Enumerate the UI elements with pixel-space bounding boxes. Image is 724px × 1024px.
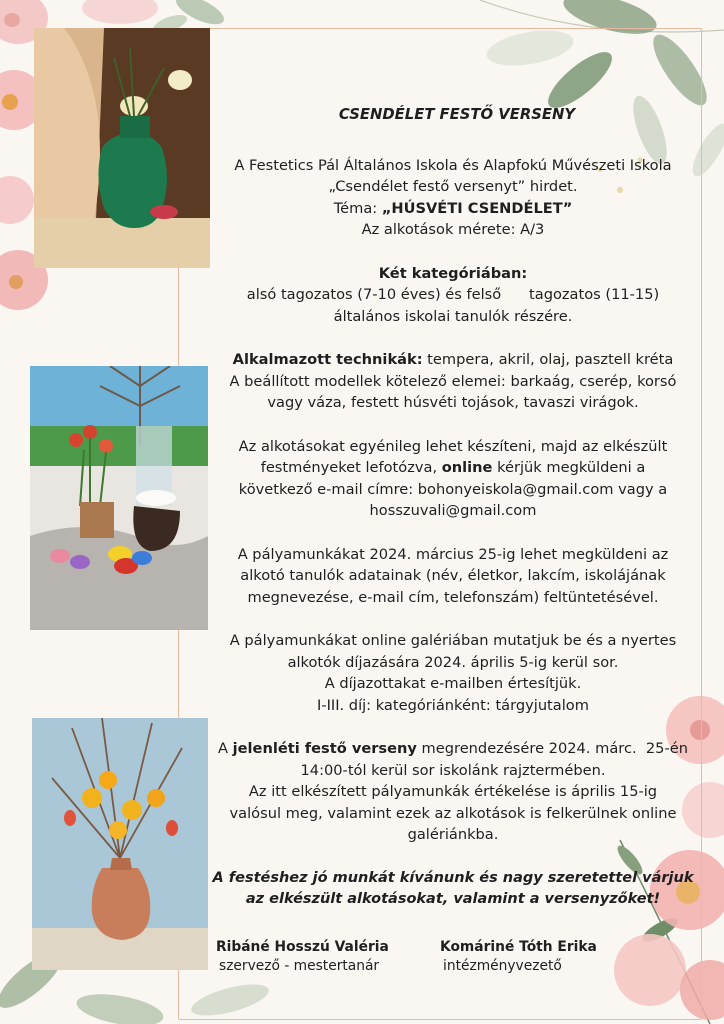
onsite-line-1: A jelenléti festő verseny megrendezésére 2024. márc. 25-én: [218, 740, 688, 757]
categories-line-2: általános iskolai tanulók részére.: [333, 307, 573, 325]
theme-line: [208, 198, 698, 220]
page-title: CSENDÉLET FESTŐ VERSENY: [338, 106, 576, 123]
deadline-line-3: megnevezése, e-mail cím, telefonszám) feltüntetésével.: [247, 588, 659, 606]
submission-line-2: festményeket lefotózva, online kérjük megküldeni a: [260, 459, 646, 476]
easter-still-life-painting: [30, 366, 208, 630]
signature-organizer: [216, 938, 389, 976]
deadline-line-1: A pályamunkákat 2024. március 25-ig lehet megküldeni az: [237, 545, 669, 563]
techniques-line: [208, 349, 698, 371]
results-line-4: I-III. díj: kategóriánként: tárgyjutalom: [317, 696, 589, 714]
techniques-line-2: A beállított modellek kötelező elemei: barkaág, cserép, korsó: [229, 372, 677, 390]
theme-label: Téma:: [333, 199, 382, 217]
techniques-label: Alkalmazott technikák:: [232, 351, 423, 368]
results-line-3: A díjazottakat e-mailben értesítjük.: [324, 675, 582, 692]
online-emphasis: online: [441, 459, 493, 476]
closing-message: [208, 868, 698, 910]
signer-name: Ribáné Hosszú Valéria: [216, 939, 389, 955]
onsite-line-5: galériánkba.: [407, 826, 499, 843]
signatures: [216, 938, 636, 978]
categories-line-1: alsó tagozatos (7-10 éves) és felső tagozatos (11-15): [246, 286, 660, 303]
onsite-emphasis: jelenléti festő verseny: [232, 740, 417, 757]
techniques-line-3: vagy váza, festett húsvéti tojások, tavaszi virágok.: [267, 394, 639, 411]
onsite-line-3: Az itt elkészített pályamunkák értékelése is április 15-ig: [248, 783, 658, 800]
signer-role: intézményvezető: [443, 958, 562, 974]
intro-line-1: A Festetics Pál Általános Iskola és Alapfokú Művészeti Iskola: [234, 156, 672, 174]
onsite-line-2: 14:00-tól kerül sor iskolánk rajztermében.: [300, 761, 606, 779]
closing-line-2: az elkészült alkotásokat, valamint a versenyzőket!: [245, 890, 661, 907]
still-life-vase-painting: [34, 28, 210, 268]
signer-role: szervező - mestertanár: [219, 958, 380, 974]
submission-line-1: Az alkotásokat egyénileg lehet készíteni, majd az elkészült: [238, 437, 668, 455]
announcement-content: [208, 104, 698, 910]
size-line: Az alkotások mérete: A/3: [361, 221, 545, 238]
signature-director: [440, 938, 597, 976]
closing-line-1: A festéshez jó munkát kívánunk és nagy szeretettel várjuk: [212, 869, 694, 886]
submission-line-4: hosszuvali@gmail.com: [369, 502, 537, 519]
theme-value: „HÚSVÉTI CSENDÉLET”: [381, 199, 573, 217]
onsite-line-4: valósul meg, valamint ezek az alkotások is felkerülnek online: [229, 804, 677, 822]
results-line-2: alkotók díjazására 2024. április 5-ig kerül sor.: [287, 653, 619, 671]
signer-name: Komáriné Tóth Erika: [440, 939, 597, 955]
techniques-value: tempera, akril, olaj, pasztell kréta: [422, 351, 674, 368]
submission-line-3: következő e-mail címre: bohonyeiskola@gmail.com vagy a: [238, 480, 668, 498]
categories-heading: Két kategóriában:: [378, 264, 528, 282]
willow-flowers-vase-painting: [32, 718, 208, 970]
intro-line-2: „Csendélet festő versenyt” hirdet.: [328, 178, 578, 195]
deadline-line-2: alkotó tanulók adatainak (név, életkor, lakcím, iskolájának: [240, 567, 666, 584]
results-line-1: A pályamunkákat online galériában mutatjuk be és a nyertes: [229, 632, 677, 649]
